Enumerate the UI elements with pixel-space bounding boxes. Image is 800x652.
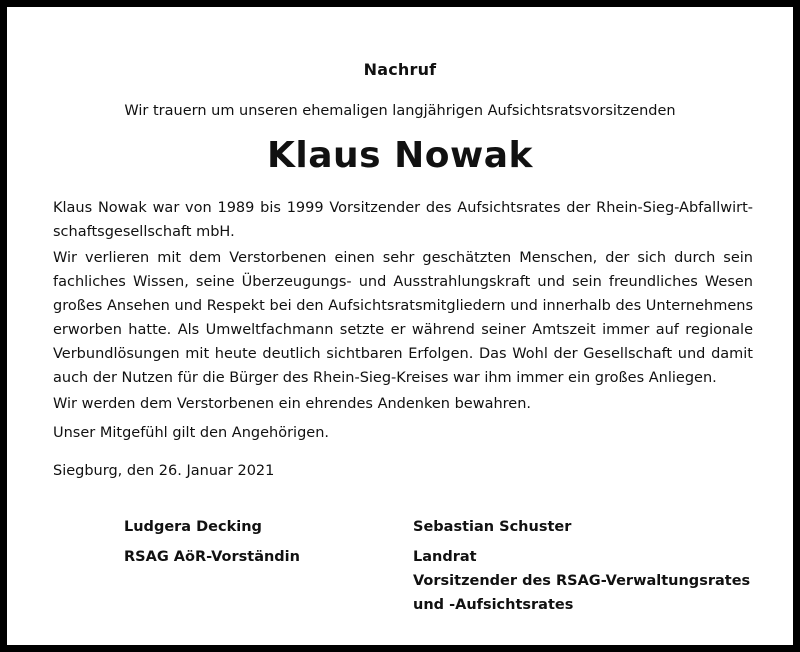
deceased-name: Klaus Nowak	[267, 135, 533, 176]
paragraph-condolence: Unser Mitgefühl gilt den Angehörigen.	[53, 425, 330, 441]
paragraph-tenure: Klaus Nowak war von 1989 bis 1999 Vorsitzender des Aufsichtsrates der Rhein-Sieg-Abfallwirtschaftsgesellschaft mbH.	[53, 200, 753, 240]
obituary-heading: Nachruf	[363, 60, 437, 79]
signatory-left	[124, 515, 300, 569]
signatory-title: RSAG AöR-Vorständin	[124, 549, 300, 565]
signatory-title: Landrat	[413, 549, 477, 565]
signatory-name: Ludgera Decking	[124, 519, 262, 535]
signatory-name: Sebastian Schuster	[413, 519, 572, 535]
place-date: Siegburg, den 26. Januar 2021	[53, 463, 275, 479]
signatory-right	[413, 515, 750, 617]
signatory-title: Vorsitzender des RSAG-Verwaltungsrates	[413, 573, 751, 589]
intro-line: Wir trauern um unseren ehemaligen langjährigen Aufsichtsratsvorsitzenden	[124, 103, 676, 119]
signatory-title: und -Aufsichtsrates	[413, 597, 574, 613]
paragraph-tribute: Wir verlieren mit dem Verstorbenen einen sehr geschätzten Menschen, der sich durch sein fachliches Wissen, seine Überzeugungs- und Ausstrahlungskraft und sein freundliches Wesen großes Ansehen und Respekt bei den Aufsichtsratsmitgliedern und innerhalb des Unternehmens erworben hatte. Als Umweltfachmann setzte er während seiner Amtszeit immer auf regionale Verbundlösungen mit heute deutlich sichtbaren Erfolgen. Das Wohl der Gesellschaft und damit auch der Nutzen für die Bürger des Rhein-Sieg-Kreises war ihm immer ein großes Anliegen.	[53, 250, 753, 386]
paragraph-remembrance: Wir werden dem Verstorbenen ein ehrendes Andenken bewahren.	[53, 396, 532, 412]
